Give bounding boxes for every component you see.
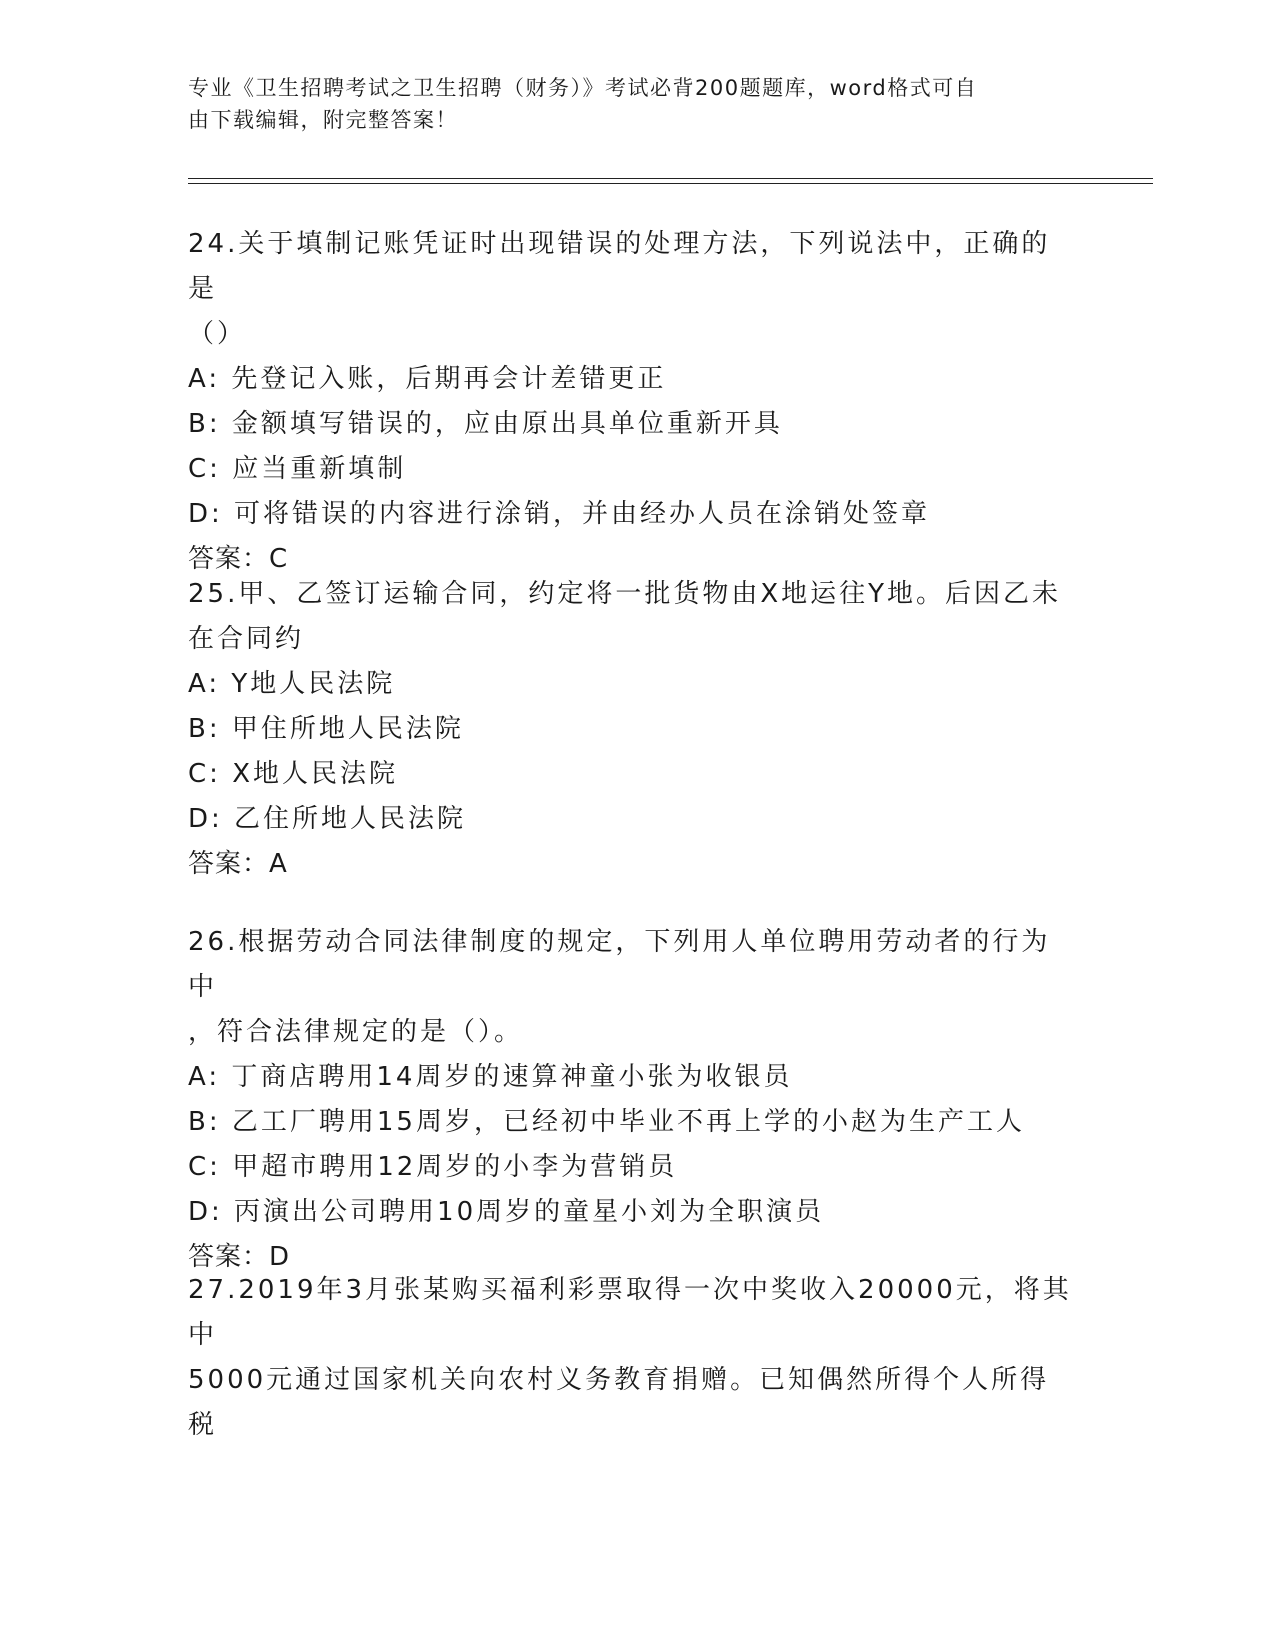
question-stem: 26.根据劳动合同法律制度的规定，下列用人单位聘用劳动者的行为中 xyxy=(188,927,1051,1002)
option-a xyxy=(188,662,1078,707)
header-line-2: 由下载编辑，附完整答案！ xyxy=(188,108,458,132)
option-text: 丁商店聘用14周岁的速算神童小张为收银员 xyxy=(231,1062,793,1092)
option-b xyxy=(188,707,1078,752)
option-c xyxy=(188,447,1078,492)
answer-label: 答案：C xyxy=(188,544,289,574)
option-letter: C: xyxy=(188,759,221,789)
option-d xyxy=(188,797,1078,842)
option-text: 金额填写错误的，应由原出具单位重新开具 xyxy=(231,409,783,439)
option-letter: B: xyxy=(188,409,221,439)
answer-label: 答案：D xyxy=(188,1242,291,1272)
answer-label: 答案：A xyxy=(188,849,288,879)
option-text: 先登记入账，后期再会计差错更正 xyxy=(231,364,667,394)
option-d xyxy=(188,492,1078,537)
question-stem-continued: （） xyxy=(188,319,247,349)
option-text: 可将错误的内容进行涂销，并由经办人员在涂销处签章 xyxy=(234,499,931,529)
question-stem-continued: 在合同约 xyxy=(188,624,305,654)
option-text: 甲超市聘用12周岁的小李为营销员 xyxy=(232,1152,678,1182)
option-text: 应当重新填制 xyxy=(232,454,407,484)
question-24 xyxy=(188,222,1078,582)
header-line-1: 专业《卫生招聘考试之卫生招聘（财务）》考试必背200题题库，word格式可自 xyxy=(188,76,978,100)
option-c xyxy=(188,1145,1078,1190)
option-letter: D: xyxy=(188,499,223,529)
question-25 xyxy=(188,572,1078,887)
header-divider xyxy=(188,178,1153,184)
option-letter: B: xyxy=(188,1107,221,1137)
option-letter: D: xyxy=(188,804,223,834)
option-letter: A: xyxy=(188,364,221,394)
question-stem: 25.甲、乙签订运输合同，约定将一批货物由X地运往Y地。后因乙未 xyxy=(188,579,1062,609)
question-stem-continued: ，符合法律规定的是（）。 xyxy=(188,1017,524,1047)
option-a xyxy=(188,357,1078,402)
option-a xyxy=(188,1055,1078,1100)
document-header xyxy=(188,72,1068,136)
option-letter: C: xyxy=(188,1152,221,1182)
question-26 xyxy=(188,920,1078,1280)
option-text: 甲住所地人民法院 xyxy=(231,714,464,744)
option-letter: A: xyxy=(188,1062,221,1092)
option-text: 丙演出公司聘用10周岁的童星小刘为全职演员 xyxy=(234,1197,825,1227)
option-d xyxy=(188,1190,1078,1235)
option-text: 乙工厂聘用15周岁，已经初中毕业不再上学的小赵为生产工人 xyxy=(231,1107,1025,1137)
option-text: Y地人民法院 xyxy=(231,669,396,699)
option-letter: A: xyxy=(188,669,221,699)
option-letter: C: xyxy=(188,454,221,484)
option-b xyxy=(188,402,1078,447)
question-stem-continued: 5000元通过国家机关向农村义务教育捐赠。已知偶然所得个人所得税 xyxy=(188,1365,1050,1440)
question-27 xyxy=(188,1268,1078,1448)
option-letter: D: xyxy=(188,1197,223,1227)
option-b xyxy=(188,1100,1078,1145)
option-text: 乙住所地人民法院 xyxy=(234,804,467,834)
option-letter: B: xyxy=(188,714,221,744)
question-stem: 27.2019年3月张某购买福利彩票取得一次中奖收入20000元，将其中 xyxy=(188,1275,1072,1350)
option-c xyxy=(188,752,1078,797)
option-text: X地人民法院 xyxy=(232,759,398,789)
question-stem: 24.关于填制记账凭证时出现错误的处理方法，下列说法中，正确的是 xyxy=(188,229,1051,304)
